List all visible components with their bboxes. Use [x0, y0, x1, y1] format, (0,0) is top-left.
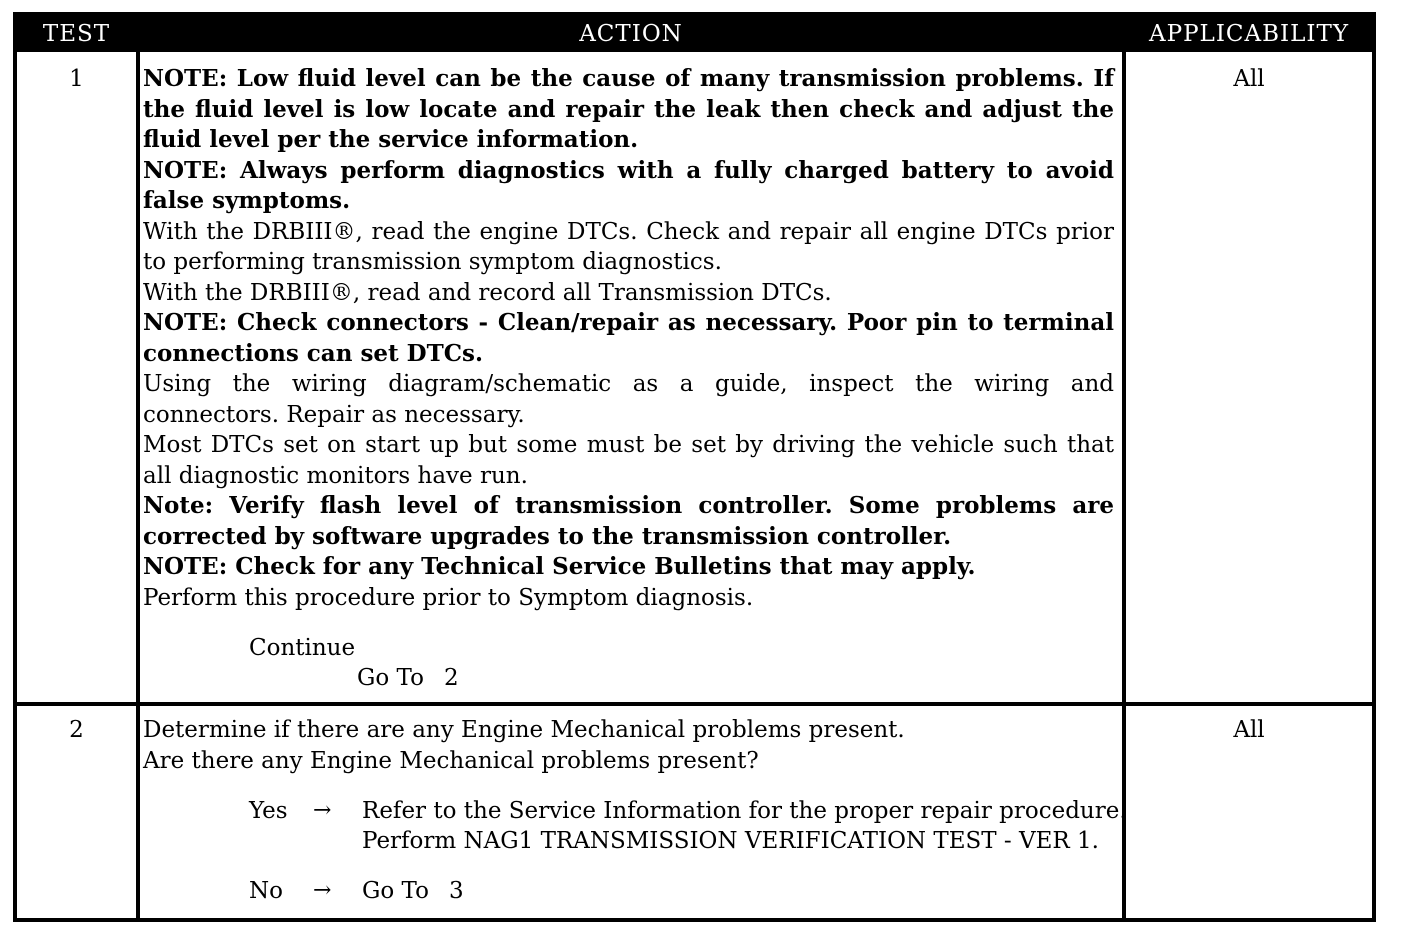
row-1-test-number: 1 [69, 66, 84, 92]
step-transmission-dtcs: With the DRBIII®, read and record all Transmission DTCs. [143, 279, 832, 306]
column-divider [1122, 16, 1126, 918]
answer-no-goto-link[interactable] [362, 876, 464, 906]
header-action: ACTION [579, 21, 683, 47]
step-dtc-set: Most DTCs set on start up but some must be set by driving the vehicle such that all diagnostic monitors have run. [143, 432, 1114, 489]
answer-yes-text-1: Refer to the Service Information for the proper repair procedure. [362, 798, 1127, 824]
row-divider [17, 702, 1372, 706]
diagnostic-table [13, 12, 1376, 922]
note-tsb: NOTE: Check for any Technical Service Bulletins that may apply. [143, 553, 976, 580]
note-battery: NOTE: Always perform diagnostics with a fully charged battery to avoid false symptoms. [143, 156, 1114, 214]
row-1-goto-link[interactable] [357, 663, 459, 693]
note-connectors: NOTE: Check connectors - Clean/repair as necessary. Poor pin to terminal connections can set DTCs. [143, 309, 1114, 367]
row-2-test-number: 2 [69, 717, 84, 743]
arrow-right-icon: → [313, 878, 332, 903]
header-applicability: APPLICABILITY [1149, 21, 1349, 47]
answer-no-label: No [249, 878, 283, 904]
note-flash-level: Note: Verify flash level of transmission controller. Some problems are corrected by software upgrades to the transmission controller. [143, 492, 1114, 550]
column-divider [136, 16, 140, 918]
table-header [17, 16, 1372, 52]
step-wiring-inspect: Using the wiring diagram/schematic as a guide, inspect the wiring and connectors. Repair as necessary. [143, 371, 1114, 428]
row-1-action-text [143, 64, 1114, 613]
goto-target: 2 [443, 665, 459, 691]
answer-yes-text-2[interactable]: Perform NAG1 TRANSMISSION VERIFICATION TEST - VER 1. [362, 828, 1099, 854]
goto-label: Go To [357, 665, 424, 691]
note-low-fluid: NOTE: Low fluid level can be the cause of many transmission problems. If the fluid level is low locate and repair the leak then check and adjust the fluid level per the service information. [143, 65, 1114, 153]
step-determine-mechanical: Determine if there are any Engine Mechanical problems present. [143, 717, 905, 743]
row-1-continue-label: Continue [249, 635, 356, 661]
row-2-applicability: All [1233, 717, 1265, 743]
step-prior-symptom: Perform this procedure prior to Symptom diagnosis. [143, 584, 754, 611]
row-2-action-text [143, 715, 1114, 776]
answer-yes-label: Yes [249, 798, 288, 824]
arrow-right-icon: → [313, 798, 332, 823]
goto-label: Go To [362, 878, 429, 904]
row-1-applicability: All [1233, 66, 1265, 92]
goto-target: 3 [448, 878, 464, 904]
step-engine-dtcs: With the DRBIII®, read the engine DTCs. Check and repair all engine DTCs prior to performing transmission symptom diagnostics. [143, 218, 1114, 275]
question-mechanical: Are there any Engine Mechanical problems present? [143, 747, 759, 774]
header-test: TEST [42, 21, 111, 47]
